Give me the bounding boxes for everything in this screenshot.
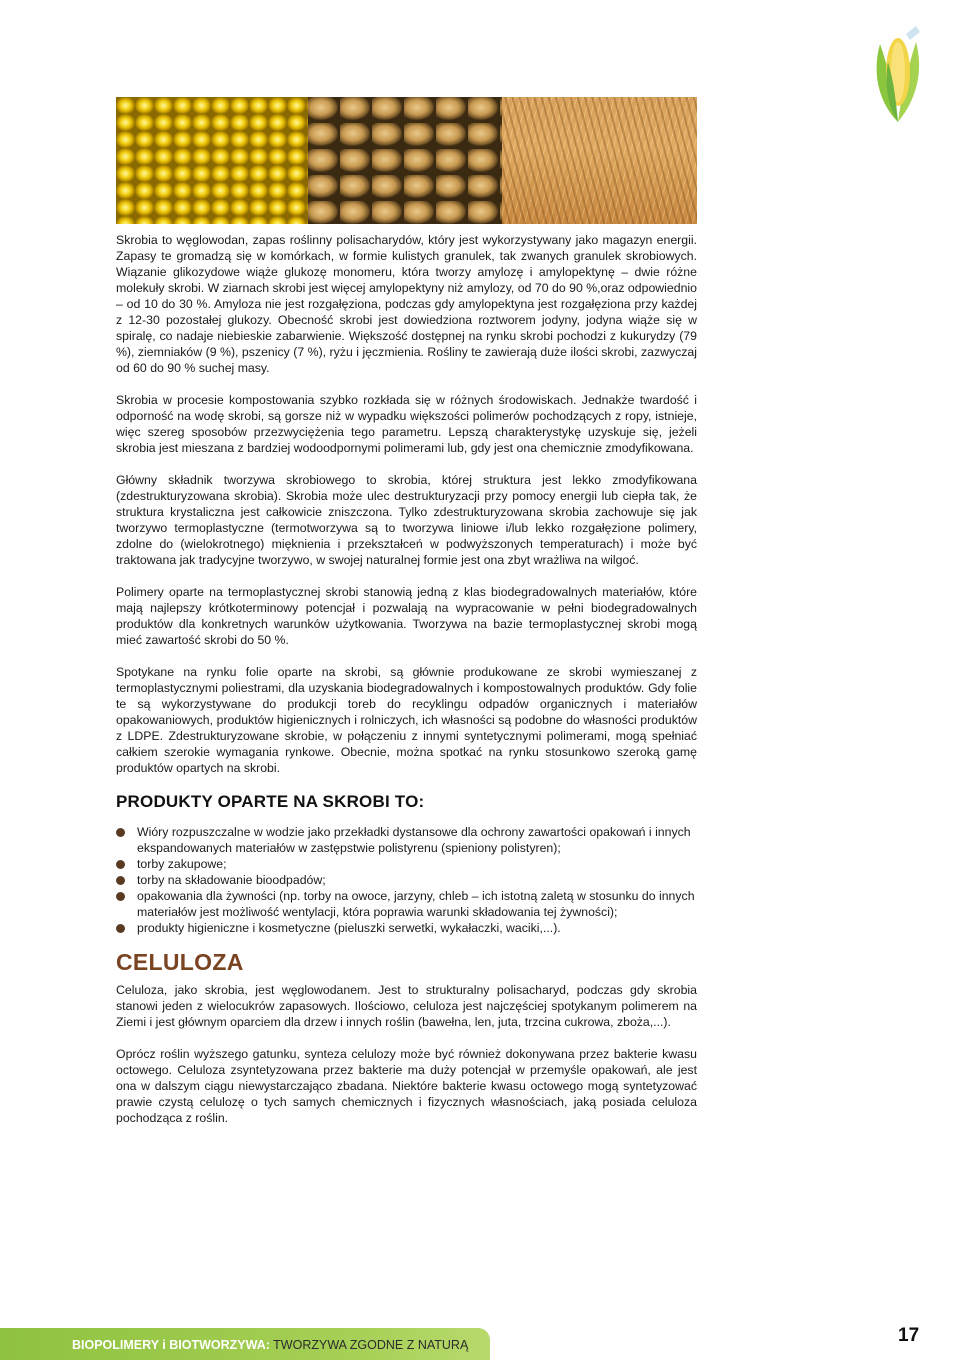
footer-title-bold: BIOPOLIMERY i BIOTWORZYWA: [72,1338,270,1352]
list-item [116,824,697,856]
bullet-icon [116,892,125,901]
intro-paragraph-3: Główny składnik tworzywa skrobiowego to skrobia, której struktura jest lekko zmodyfikowana (zdestrukturyzowana skrobia). Skrobia może ulec destrukturyzacji przy pomocy energii lub ciepła tak, że struktura krystaliczna jest całkowicie zniszczona. Tylko zdestrukturyzowana skrobia zachowuje się jak tworzywo termoplastyczne (termotworzywa są to tworzywa liniowe i/lub lekko rozgałęzione polimery, zdolne do (wielokrotnego) mięknienia i przekształceń w podwyższonych temperaturach) i może być traktowana jak tradycyjne tworzywo, w swojej naturalnej formie jest ona zbyt wrażliwa na wilgoć. [116,473,697,567]
celuloza-heading: CELULOZA [116,949,244,975]
intro-paragraph-2: Skrobia w procesie kompostowania szybko rozkłada się w różnych środowiskach. Jednakże twardość i odporność na wodę skrobi, są gorsze niż w wypadku większości polimerów pochodzących z ropy, istnieje, więc szereg sposobów przezwyciężenia tego parametru. Lepszą charakterystykę uzyskuje się, jeżeli skrobia jest mieszana z bardziej wodoodpornymi polimerami lub, gdy jest ona chemicznie zmodyfikowana. [116,393,697,455]
intro-paragraph-4: Polimery oparte na termoplastycznej skrobi stanowią jedną z klas biodegradowalnych materiałów, które mają najlepszy krótkoterminowy potencjał i pozwalają na wypracowanie w pełni biodegradowalnych produktów dla konkretnych warunków użytkowania. Tworzywa na bazie termoplastycznej skrobi mogą mieć zawartość skrobi do 50 %. [116,585,697,647]
corn-logo-icon [858,22,936,128]
bullet-icon [116,828,125,837]
list-item-text: Wióry rozpuszczalne w wodzie jako przekładki dystansowe dla ochrony zawartości opakowań i innych ekspandowanych materiałów w zastępstwie polistyrenu (spieniony polistyren); [137,825,691,855]
bullet-icon [116,860,125,869]
list-item-text: opakowania dla żywności (np. torby na owoce, jarzyny, chleb – ich istotną zaletą w stosunku do innych materiałów jest możliwość wentylacji, która poprawia warunki składowania tej żywności); [137,889,695,919]
header-photo-strip [116,97,697,224]
wheat-photo [502,97,697,224]
footer-title-normal: TWORZYWA ZGODNE Z NATURĄ [269,1338,469,1352]
list-item [116,920,697,936]
celuloza-paragraph-1: Celuloza, jako skrobia, jest węglowodanem. Jest to strukturalny polisacharyd, podczas gdy skrobia stanowi jeden z wielocukrów zapasowych. Ilościowo, celuloza jest najczęściej spotykanym polimerem na Ziemi i jest głównym oparciem dla drzew i innych roślin (bawełna, len, juta, trzcina cukrowa, zboża,...). [116,983,697,1029]
bullet-icon [116,876,125,885]
footer-title [72,1338,468,1352]
bullet-icon [116,924,125,933]
list-item-text: produkty higieniczne i kosmetyczne (pieluszki serwetki, wykałaczki, waciki,...). [137,921,561,935]
page-number: 17 [898,1325,920,1346]
list-item-text: torby na składowanie bioodpadów; [137,873,326,887]
intro-paragraph-5: Spotykane na rynku folie oparte na skrobi, są głównie produkowane ze skrobi wymieszanej z termoplastycznymi poliestrami, dla uzyskania biodegradowalnych i kompostowalnych produktów. Gdy folie te są wykorzystywane do produkcji toreb do recyklingu odpadów organicznych i materiałów opakowaniowych, produktów higienicznych i rolniczych, ich własności są podobne do własności produktów z LDPE. Zdestrukturyzowane skrobie, w połączeniu z innymi syntetycznymi polimerami, mogą spełniać całkiem szerokie wymagania rynkowe. Obecnie, można spotkać na rynku stosunkowo szeroką gamę produktów opartych na skrobi. [116,665,697,775]
main-text-column [116,232,697,1142]
list-item [116,888,697,920]
list-item-text: torby zakupowe; [137,857,227,871]
list-item [116,856,697,872]
list-item [116,872,697,888]
products-list [116,824,697,936]
corn-photo [116,97,308,224]
potatoes-photo [308,97,502,224]
celuloza-paragraph-2: Oprócz roślin wyższego gatunku, synteza celulozy może być również dokonywana przez bakterie kwasu octowego. Celuloza zsyntetyzowana przez bakterie ma duży potencjał w przemyśle opakowań, ale jest ona w dalszym ciągu niewystarczająco zbadana. Niektóre bakterie kwasu octowego mogą syntetyzować prawie czystą celulozę o tych samych chemicznych i fizycznych własnościach, jaką posiada celuloza pochodząca z roślin. [116,1047,697,1125]
products-heading: PRODUKTY OPARTE NA SKROBI TO: [116,792,425,811]
intro-paragraph-1: Skrobia to węglowodan, zapas roślinny polisacharydów, który jest wykorzystywany jako magazyn energii. Zapasy te gromadzą się w komórkach, w formie kulistych granulek, tak zwanych granulek skrobiowych. Wiązanie glikozydowe wiąże glukozę monomeru, która tworzy amylozę i amylopektynę – dwie różne molekuły skrobi. W ziarnach skrobi jest więcej amylopektyny niż amylozy, od 70 do 90 %,oraz odpowiednio – od 10 do 30 %. Amyloza nie jest rozgałęziona, podczas gdy amylopektyna jest rozgałęziona przy każdej z 12-30 pozostałej glukozy. Obecność skrobi jest dowiedziona roztworem jodyny, jodyna wiąże się w spiralę, co nadaje niebieskie zabarwienie. Większość dostępnej na rynku skrobi pochodzi z kukurydzy (79 %), ziemniaków (9 %), pszenicy (7 %), ryżu i jęczmienia. Rośliny te zawierają duże ilości skrobi, zazwyczaj od 60 do 90 % suchej masy. [116,233,697,375]
